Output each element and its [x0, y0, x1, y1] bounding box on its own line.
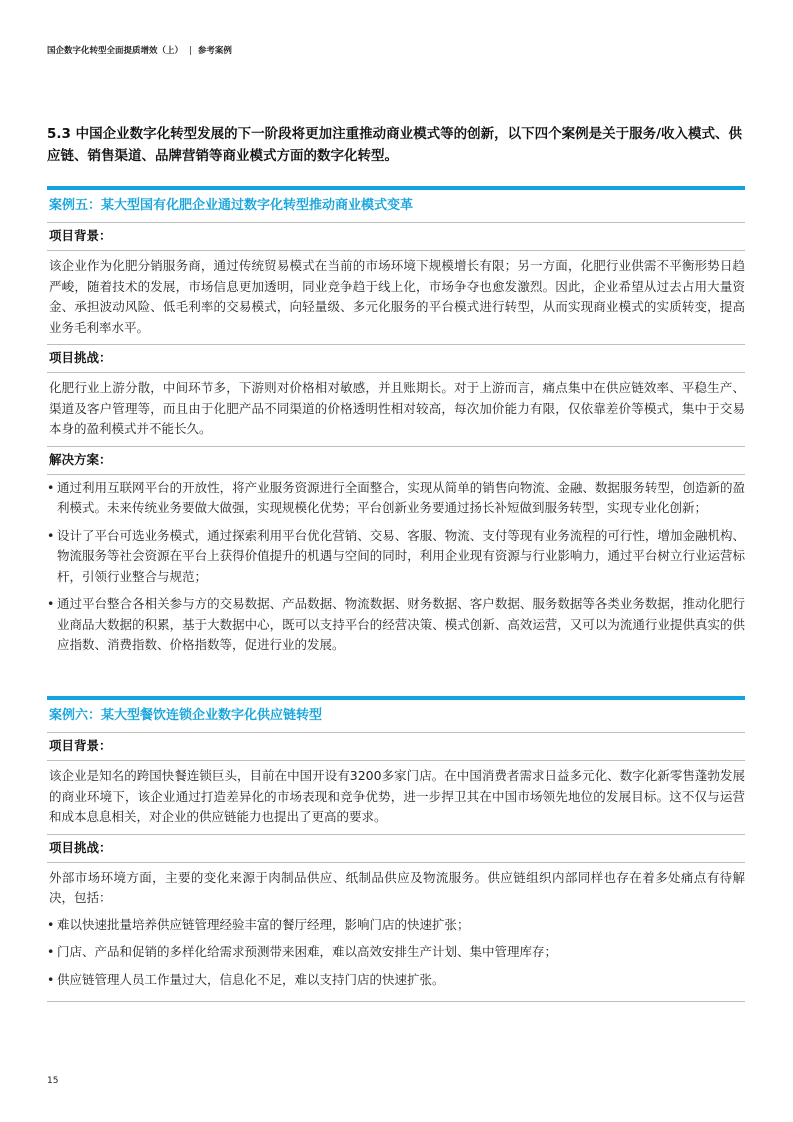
header-section-name: 参考案例	[197, 46, 232, 56]
case-five-solution-list	[47, 475, 745, 667]
case-six-challenge-text: 外部市场环境方面，主要的变化来源于肉制品供应、纸制品供应及物流服务。供应链组织内部同样也存在着多处痛点有待解决，包括：	[49, 869, 745, 905]
bullet-icon: •	[47, 596, 55, 611]
list-item-text: 门店、产品和促销的多样化给需求预测带来困难，难以高效安排生产计划、集中管理库存；	[57, 944, 558, 959]
list-item	[47, 526, 745, 588]
list-item	[47, 478, 745, 519]
divider	[47, 1001, 745, 1002]
list-item-text: 通过平台整合各相关参与方的交易数据、产品数据、物流数据、财务数据、客户数据、服务数据等各类业务数据，推动化肥行业商品大数据的积累，基于大数据中心，既可以支持平台的经营决策、模式创新、高效运营，又可以为流通行业提供真实的供应指数、消费指数、价格指数等，促进行业的发展。	[57, 596, 745, 652]
case-six-challenge-heading: 项目挑战：	[49, 839, 112, 855]
case-five	[47, 186, 745, 667]
case-five-challenge-text: 化肥行业上游分散，中间环节多，下游则对价格相对敏感，并且账期长。对于上游而言，痛点集中在供应链效率、平稳生产、渠道及客户管理等，而且由于化肥产品不同渠道的价格透明性相对较高，每次加价能力有限，仅依靠差价等模式，集中于交易本身的盈利模式并不能长久。	[49, 380, 745, 436]
bullet-icon: •	[47, 944, 55, 959]
bullet-icon: •	[47, 916, 55, 932]
list-item-text: 供应链管理人员工作量过大，信息化不足，难以支持门店的快速扩张。	[57, 971, 445, 987]
list-item-text: 难以快速批量培养供应链管理经验丰富的餐厅经理，影响门店的快速扩张；	[57, 916, 470, 932]
case-six-background-text: 该企业是知名的跨国快餐连锁巨头，目前在中国开设有3200多家门店。在中国消费者需求日益多元化、数字化新零售蓬勃发展的商业环境下，该企业通过打造差异化的市场表现和竞争优势，进一步捍卫其在中国市场领先地位的发展目标。这不仅与运营和成本息息相关，对企业的供应链能力也提出了更高的要求。	[49, 768, 745, 824]
page-number: 15	[47, 1076, 59, 1086]
section-title: 5.3 中国企业数字化转型发展的下一阶段将更加注重推动商业模式等的创新，以下四个案例是关于服务/收入模式、供应链、销售渠道、品牌营销等商业模式方面的数字化转型。	[47, 126, 743, 164]
case-six-background-heading: 项目背景：	[49, 738, 112, 753]
list-item	[47, 942, 745, 963]
case-six-title: 案例六：某大型餐饮连锁企业数字化供应链转型	[49, 708, 323, 723]
header-doc-title: 国企数字化转型全面提质增效（上）	[47, 46, 184, 56]
bullet-icon: •	[47, 971, 55, 987]
running-header	[47, 44, 232, 56]
list-item-text: 通过利用互联网平台的开放性，将产业服务资源进行全面整合，实现从简单的销售向物流、金融、数据服务转型，创造新的盈利模式。未来传统业务要做大做强，实现规模化优势；平台创新业务要通过扬长补短做到服务转型，实现专业化创新；	[57, 479, 745, 515]
header-separator: |	[188, 46, 192, 56]
case-five-background-heading: 项目背景：	[49, 228, 112, 243]
list-item	[47, 915, 745, 936]
bullet-icon: •	[47, 527, 55, 543]
case-five-solution-heading: 解决方案：	[49, 451, 112, 467]
list-item	[47, 594, 745, 656]
list-item	[47, 970, 745, 991]
case-five-challenge-heading: 项目挑战：	[49, 350, 112, 365]
case-five-background-text: 该企业作为化肥分销服务商，通过传统贸易模式在当前的市场环境下规模增长有限；另一方面，化肥行业供需不平衡形势日趋严峻，随着技术的发展，市场信息更加透明，同业竞争趋于线上化，市场争夺也愈发激烈。因此，企业希望从过去占用大量资金、承担波动风险、低毛利率的交易模式，向轻量级、多元化服务的平台模式进行转型，从而实现商业模式的实质转变，提高业务毛利率水平。	[49, 258, 745, 335]
bullet-icon: •	[47, 479, 55, 495]
case-five-title: 案例五：某大型国有化肥企业通过数字化转型推动商业模式变革	[49, 198, 414, 213]
list-item-text: 设计了平台可选业务模式，通过探索利用平台优化营销、交易、客服、物流、支付等现有业务流程的可行性，增加金融机构、物流服务等社会资源在平台上获得价值提升的机遇与空间的同时，利用企业现有资源与行业影响力，通过平台树立行业运营标杆，引领行业整合与规范；	[57, 527, 745, 584]
case-six-challenge-list	[47, 915, 745, 1002]
case-six	[47, 696, 745, 1002]
